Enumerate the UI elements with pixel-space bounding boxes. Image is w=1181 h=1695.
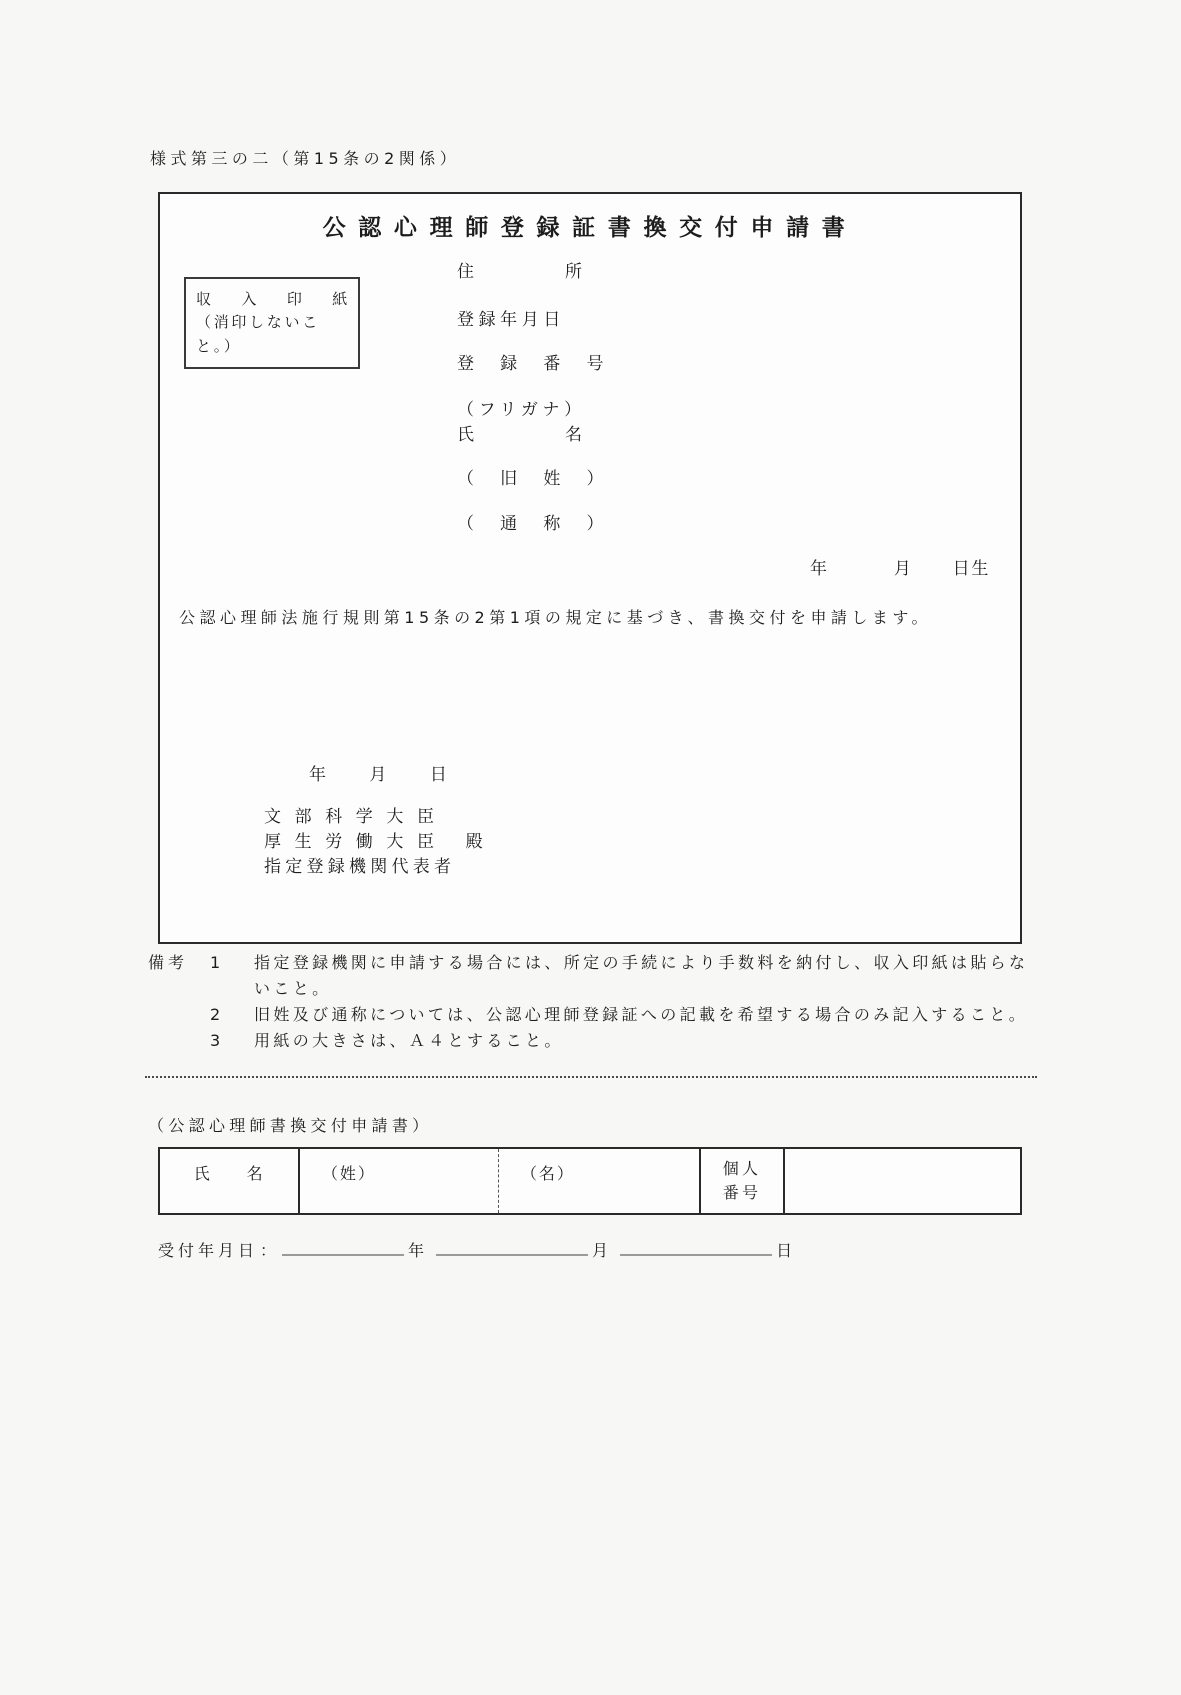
application-date-line <box>309 767 447 784</box>
reception-day-unit: 日 <box>776 1241 793 1260</box>
reception-month-blank <box>436 1236 588 1256</box>
notes-label: 備考 <box>148 953 189 972</box>
field-label-address: 住 所 <box>457 262 587 282</box>
birth-month-unit: 月 <box>893 559 913 579</box>
reception-date-line <box>158 1236 792 1262</box>
note-number: 2 <box>210 1004 224 1024</box>
note-item-3 <box>148 1028 1038 1054</box>
note-number: 1 <box>210 953 224 972</box>
reception-year-blank <box>282 1236 404 1256</box>
table-header-personal-number <box>699 1149 785 1213</box>
addressee-mext-minister: 文部科学大臣 <box>264 807 448 827</box>
field-label-former-surname: （ 旧 姓 ） <box>457 469 609 489</box>
revenue-stamp-box <box>184 277 360 369</box>
note-number: 3 <box>210 1030 224 1050</box>
addressee-mhlw-minister-line <box>264 834 483 851</box>
note-item-2 <box>148 1002 1038 1028</box>
addressee-designated-registrar: 指定登録機関代表者 <box>264 857 456 877</box>
form-style-number: 様式第三の二（第15条の2関係） <box>150 149 461 168</box>
note-item-1 <box>148 950 1038 1002</box>
field-label-furigana: （フリガナ） <box>457 400 586 420</box>
application-statement: 公認心理師法施行規則第15条の2第1項の規定に基づき、書換交付を申請します。 <box>179 608 933 627</box>
reception-month-unit: 月 <box>592 1241 609 1260</box>
reception-date-label: 受付年月日 <box>158 1241 259 1260</box>
table-givenname-cell: （名） <box>521 1164 575 1183</box>
reception-colon: ： <box>260 1241 277 1260</box>
addressee-mhlw-minister: 厚生労働大臣 <box>264 832 448 852</box>
field-label-alias: （ 通 称 ） <box>457 514 609 534</box>
table-surname-cell: （姓） <box>300 1149 499 1213</box>
note-text: 指定登録機関に申請する場合には、所定の手続により手数料を納付し、収入印紙は貼らないこと。 <box>254 953 1029 998</box>
stamp-box-label: 収 入 印 紙 <box>196 290 348 308</box>
reception-year-unit: 年 <box>408 1241 425 1260</box>
addressee-block <box>264 809 483 884</box>
form-title: 公認心理師登録証書換交付申請書 <box>322 215 858 241</box>
honorific-dono: 殿 <box>465 832 483 852</box>
note-text: 用紙の大きさは、Ａ４とすること。 <box>254 1030 564 1050</box>
stamp-box-note-line2: と。） <box>196 336 242 355</box>
birth-day-unit: 日生 <box>952 559 991 579</box>
cut-separator-line <box>145 1076 1037 1078</box>
table-header-name: 氏 名 <box>160 1149 300 1213</box>
field-label-registration-date: 登録年月日 <box>457 310 565 330</box>
field-label-registration-number: 登 録 番 号 <box>457 354 609 374</box>
application-form-box <box>158 192 1022 944</box>
notes-section <box>148 950 1038 1054</box>
birthdate-line <box>810 561 990 578</box>
field-label-name: 氏 名 <box>457 425 587 445</box>
stamp-box-note-line1: （消印しないこ <box>196 313 320 332</box>
personal-number-label-line2: 番号 <box>722 1183 762 1202</box>
note-text: 旧姓及び通称については、公認心理師登録証への記載を希望する場合のみ記入すること。 <box>254 1004 1029 1024</box>
personal-number-label-line1: 個人 <box>722 1159 762 1178</box>
name-entry-table <box>158 1147 1022 1215</box>
date-month-unit: 月 <box>369 765 387 785</box>
personal-number-entry-cell <box>785 1149 1020 1213</box>
date-day-unit: 日 <box>429 765 447 785</box>
subform-heading: （公認心理師書換交付申請書） <box>148 1116 433 1135</box>
date-year-unit: 年 <box>309 765 326 785</box>
birth-year-unit: 年 <box>810 559 829 579</box>
reception-day-blank <box>620 1236 772 1256</box>
